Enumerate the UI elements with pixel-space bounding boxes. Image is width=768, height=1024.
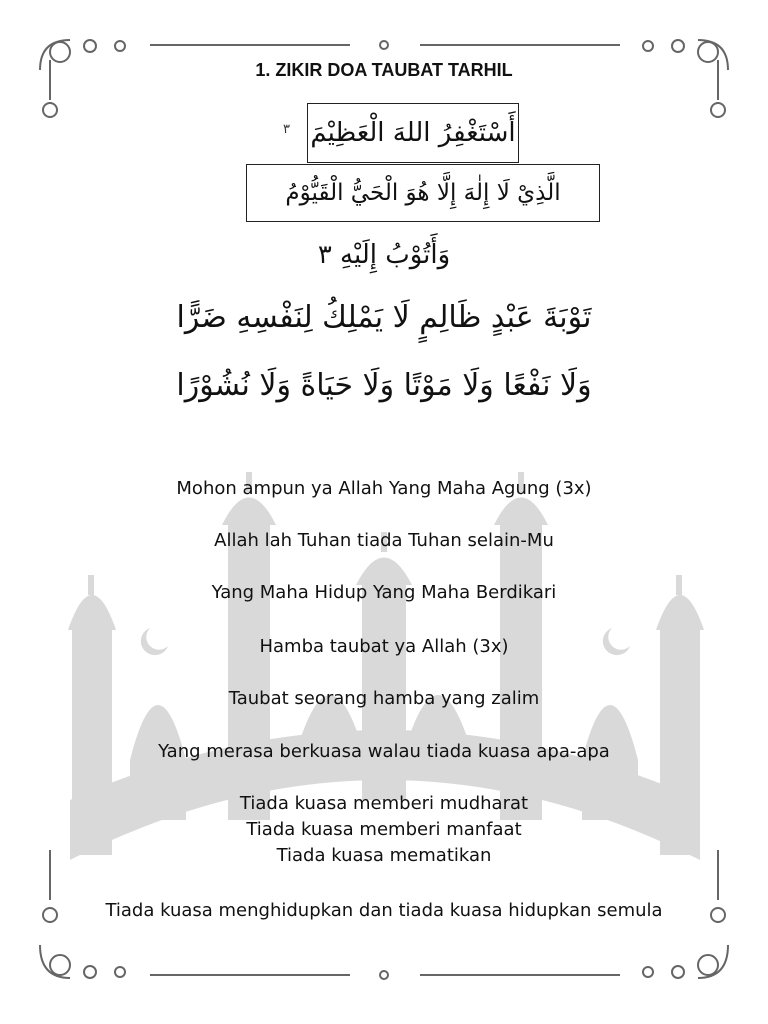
arabic-line-1-marker: ٣: [283, 122, 290, 137]
page-title: 1. ZIKIR DOA TAUBAT TARHIL: [255, 60, 513, 80]
arabic-line-2: الَّذِيْ لَا إِلٰهَ إِلَّا هُوَ الْحَيُّ الْقَيُّوْمُ: [285, 180, 561, 206]
meaning-line-4: Hamba taubat ya Allah (3x): [259, 636, 509, 657]
arabic-line-1: أَسْتَغْفِرُ اللهَ الْعَظِيْمَ: [310, 118, 516, 148]
arabic-line-5: وَلَا نَفْعًا وَلَا مَوْتًا وَلَا حَيَاةً وَلَا نُشُوْرًا: [176, 368, 592, 403]
arabic-line-2-box: [246, 164, 600, 222]
meaning-line-5: Taubat seorang hamba yang zalim: [228, 688, 540, 709]
meaning-line-6: Yang merasa berkuasa walau tiada kuasa apa-apa: [158, 741, 610, 762]
arabic-line-3: وَأَتُوْبُ إِلَيْهِ ٣: [317, 240, 451, 270]
meaning-line-3: Yang Maha Hidup Yang Maha Berdikari: [211, 582, 557, 603]
meaning-line-7: Tiada kuasa memberi mudharat: [239, 793, 529, 814]
meaning-line-1: Mohon ampun ya Allah Yang Maha Agung (3x): [176, 478, 592, 499]
meaning-line-9: Tiada kuasa mematikan: [276, 845, 492, 866]
meaning-line-10: Tiada kuasa menghidupkan dan tiada kuasa hidupkan semula: [105, 900, 663, 921]
meaning-line-8: Tiada kuasa memberi manfaat: [246, 819, 522, 840]
arabic-line-4: تَوْبَةَ عَبْدٍ ظَالِمٍ لَا يَمْلِكُ لِنَفْسِهِ ضَرًّا: [176, 300, 592, 335]
meaning-line-2: Allah lah Tuhan tiada Tuhan selain-Mu: [214, 530, 554, 551]
arabic-line-1-box: [307, 103, 519, 163]
